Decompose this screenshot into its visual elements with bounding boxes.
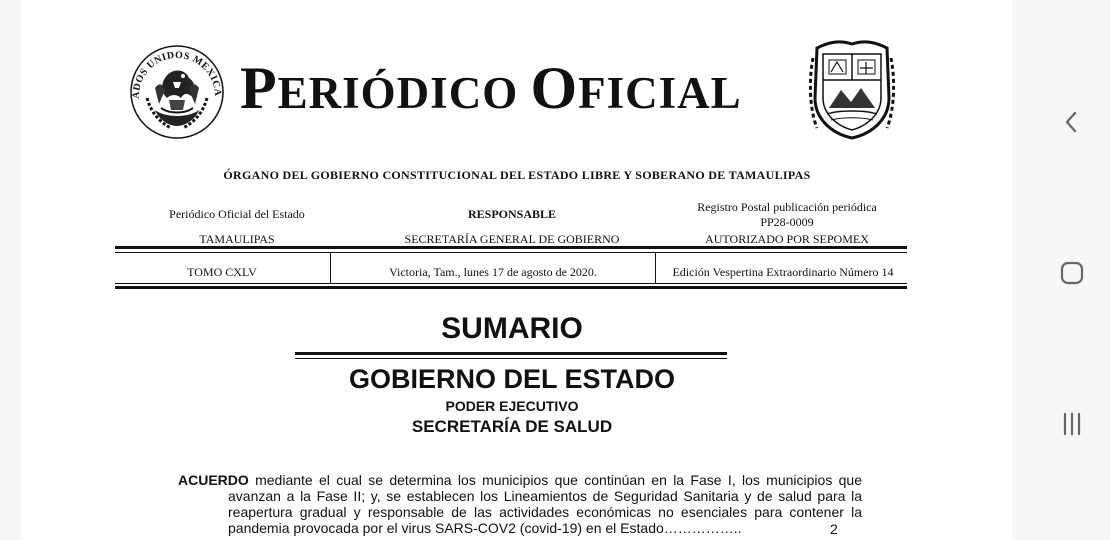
issue-edition: Edición Vespertina Extraordinario Número 14 xyxy=(672,265,894,279)
title-letter-p: P xyxy=(240,55,278,121)
sumario-heading: SUMARIO xyxy=(441,312,583,345)
seal-left-text: ADOS UNIDOS MEXICA xyxy=(130,49,224,99)
section-heading: GOBIERNO DEL ESTADO xyxy=(348,364,676,394)
rule-top-thick xyxy=(115,246,907,249)
home-button[interactable] xyxy=(1057,258,1087,288)
national-seal-icon xyxy=(125,38,229,142)
home-square-icon xyxy=(1057,258,1087,288)
organ-line: ÓRGANO DEL GOBIERNO CONSTITUCIONAL DEL ESTADO LIBRE Y SOBERANO DE TAMAULIPAS xyxy=(223,168,811,182)
document-page xyxy=(22,0,1012,540)
power-heading: PODER EJECUTIVO xyxy=(445,398,579,414)
chevron-left-icon xyxy=(1057,107,1087,137)
title-eriodico: ERIÓDICO xyxy=(277,68,531,118)
info-right-top-2: PP28-0009 xyxy=(760,215,814,229)
divider-1 xyxy=(330,253,331,283)
info-center-bottom: SECRETARÍA GENERAL DE GOBIERNO xyxy=(404,232,620,246)
title-ficial: FICIAL xyxy=(578,68,742,118)
recent-apps-button[interactable] xyxy=(1057,409,1087,439)
info-right-top-1: Registro Postal publicación periódica xyxy=(697,200,877,214)
sumario-rule-2 xyxy=(295,358,727,359)
acuerdo-text: mediante el cual se determina los municipios que continúan en la Fase I, los municipios que avanzan a la Fase II; y, se establecen los Lineamientos de Seguridad Sanitaria y de salud para la reapertura gradual y responsable de las actividades económicas no esenciales para contener la pandemia provocada por el virus SARS-COV2 (covid-19) en el Estado…………….. xyxy=(228,472,862,536)
info-left-top: Periódico Oficial del Estado xyxy=(169,207,305,221)
rule-bottom-thin xyxy=(115,283,907,284)
sumario-rule-1 xyxy=(295,352,727,355)
divider-2 xyxy=(655,253,656,283)
acuerdo-page-number: 2 xyxy=(830,521,838,537)
state-seal-icon xyxy=(809,38,895,142)
rule-bottom-thick xyxy=(115,286,907,289)
masthead-title xyxy=(240,55,810,121)
issue-place-date: Victoria, Tam., lunes 17 de agosto de 2020. xyxy=(389,265,597,279)
info-right-bottom: AUTORIZADO POR SEPOMEX xyxy=(705,232,869,246)
back-button[interactable] xyxy=(1057,107,1087,137)
acuerdo-entry[interactable] xyxy=(178,472,862,536)
navigation-bar xyxy=(1035,0,1110,540)
title-letter-o: O xyxy=(530,55,579,121)
info-center-top: RESPONSABLE xyxy=(467,207,557,221)
rule-top-thin xyxy=(115,252,907,253)
acuerdo-label: ACUERDO xyxy=(178,472,249,488)
secretariat-heading: SECRETARÍA DE SALUD xyxy=(411,417,613,436)
issue-tomo: TOMO CXLV xyxy=(187,265,257,279)
recent-apps-icon xyxy=(1057,409,1087,439)
info-left-bottom: TAMAULIPAS xyxy=(199,232,275,246)
